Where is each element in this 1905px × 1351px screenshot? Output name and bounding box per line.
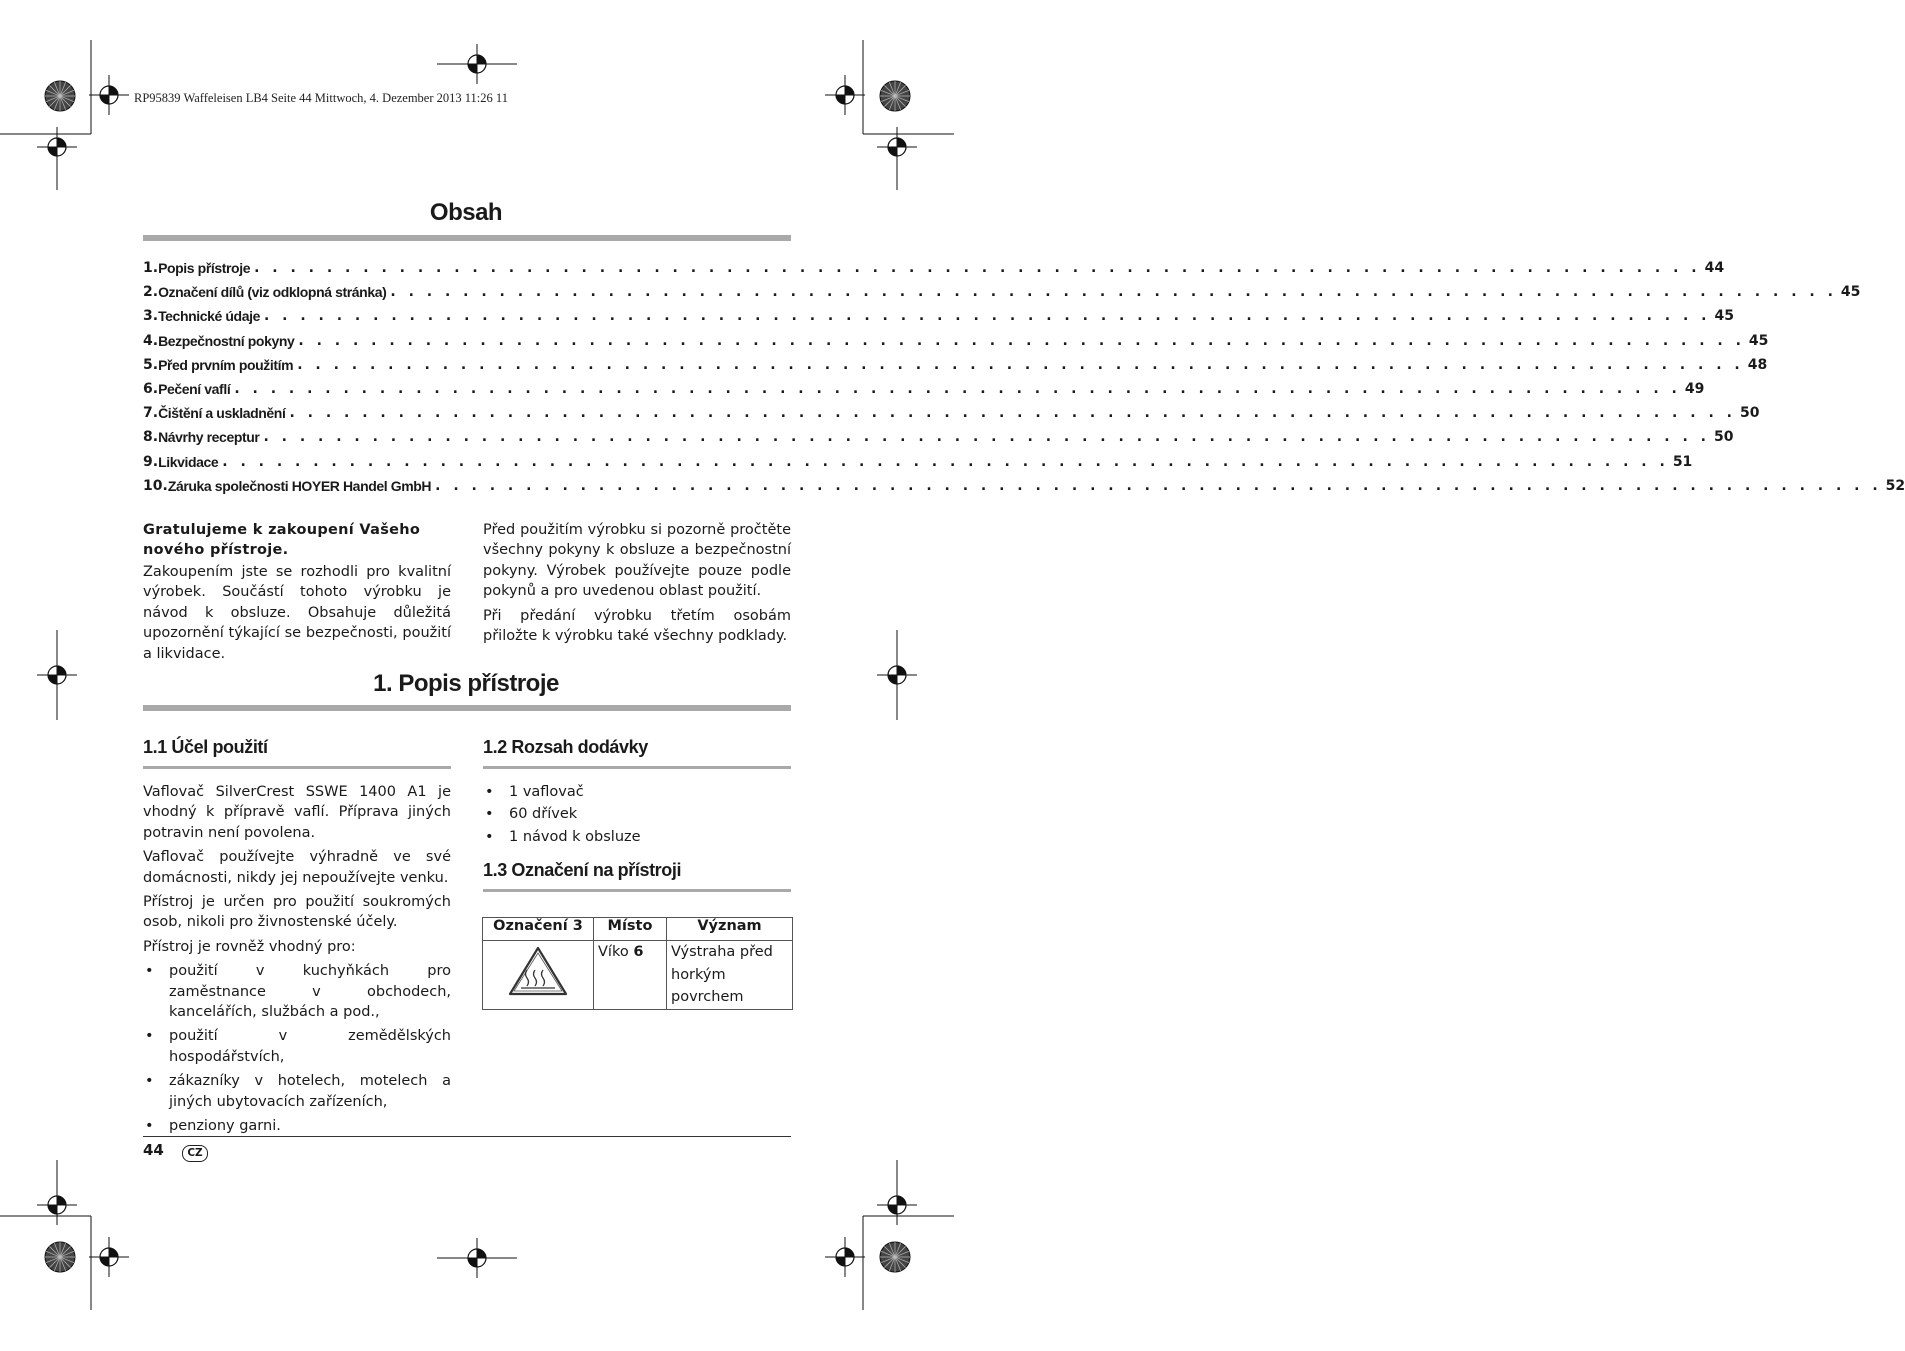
toc-entry-number: 8. <box>143 429 159 446</box>
s11-bullet-list <box>143 961 451 1136</box>
toc-entry-label: Popis přístroje <box>158 260 251 276</box>
list-item: • použití v zemědělských hospodářstvích, <box>143 1026 451 1067</box>
toc-entry-label: Pečení vaflí <box>158 381 231 397</box>
place-part-number: 6 <box>633 944 644 960</box>
toc-entry-number: 7. <box>143 405 159 422</box>
toc-entry-label: Návrhy receptur <box>158 429 260 446</box>
list-item: • použití v kuchyňkách pro zaměstnance v obchodech, kancelářích, službách a pod., <box>143 961 451 1022</box>
s11-paragraph-4: Přístroj je rovněž vhodný pro: <box>143 938 356 955</box>
toc-entry-page: 44 <box>1704 260 1725 276</box>
table-header-row <box>483 918 793 941</box>
toc-entry-number: 5. <box>143 356 159 373</box>
footer-rule <box>143 1136 791 1137</box>
section-1-1-body <box>143 782 451 1141</box>
place-text: Víko <box>598 944 634 960</box>
section-1-2-body <box>483 782 791 849</box>
toc-leader-dots: . . . . . . . . . . . . . . . . . . . . . . . . . . . . . . . . . . . . . . . . . . . . . . . . . . . . . . . . . . . . . . . . . . . . . . . . . . . . . . . . <box>390 284 1837 301</box>
toc-leader-dots: . . . . . . . . . . . . . . . . . . . . . . . . . . . . . . . . . . . . . . . . . . . . . . . . . . . . . . . . . . . . . . . . . . . . . . . . . . . . . . . . <box>222 453 1669 470</box>
toc-entry <box>143 448 1693 470</box>
toc-leader-dots: . . . . . . . . . . . . . . . . . . . . . . . . . . . . . . . . . . . . . . . . . . . . . . . . . . . . . . . . . . . . . . . . . . . . . . . . . . . . . . . . <box>298 332 1745 349</box>
toc-entry-page: 50 <box>1739 405 1760 422</box>
toc-entry-page: 50 <box>1713 429 1734 446</box>
page-number: 44 <box>143 1141 164 1159</box>
toc-entry-number: 1. <box>143 260 159 276</box>
section-1-3-title: 1.3 Označení na přístroji <box>483 860 682 880</box>
toc-entry-number: 9. <box>143 453 159 470</box>
toc-entry-number: 3. <box>143 308 159 325</box>
place-cell <box>594 941 667 1010</box>
list-item: • 60 dřívek <box>483 804 791 824</box>
toc-entry <box>143 399 1760 422</box>
toc-entry-page: 52 <box>1885 477 1905 494</box>
toc-entry <box>143 423 1734 446</box>
toc-leader-dots: . . . . . . . . . . . . . . . . . . . . . . . . . . . . . . . . . . . . . . . . . . . . . . . . . . . . . . . . . . . . . . . . . . . . . . . . . . . . . . . . <box>263 308 1711 325</box>
language-badge: CZ <box>182 1145 208 1162</box>
intro-right-paragraph-2: Při předání výrobku třetím osobám přiložte k výrobku také všechny podklady. <box>483 607 791 645</box>
list-item: • 1 návod k obsluze <box>483 827 791 847</box>
toc-leader-dots: . . . . . . . . . . . . . . . . . . . . . . . . . . . . . . . . . . . . . . . . . . . . . . . . . . . . . . . . . . . . . . . . . . . . . . . . . . . . . . . . <box>289 405 1736 422</box>
section-1-1-rule <box>143 766 451 769</box>
toc-entry <box>143 375 1705 397</box>
meaning-cell: Výstraha před horkým povrchem <box>667 941 793 1010</box>
col-header-symbol: Označení 3 <box>483 918 594 941</box>
intro-left-text <box>143 562 451 668</box>
toc-entry <box>143 472 1905 494</box>
toc-entry-label: Před prvním použitím <box>158 356 294 373</box>
toc-title-rule <box>143 235 791 241</box>
toc-leader-dots: . . . . . . . . . . . . . . . . . . . . . . . . . . . . . . . . . . . . . . . . . . . . . . . . . . . . . . . . . . . . . . . . . . . . . . . . . . . . . . . . <box>234 381 1681 397</box>
toc-entry <box>143 351 1768 373</box>
symbols-table <box>482 917 793 1010</box>
toc-leader-dots: . . . . . . . . . . . . . . . . . . . . . . . . . . . . . . . . . . . . . . . . . . . . . . . . . . . . . . . . . . . . . . . . . . . . . . . . . . . . . . . . <box>297 356 1744 373</box>
section-1-2-title: 1.2 Rozsah dodávky <box>483 737 648 757</box>
list-item: • 1 vaflovač <box>483 782 791 802</box>
print-slug-header: RP95839 Waffeleisen LB4 Seite 44 Mittwoch, 4. Dezember 2013 11:26 11 <box>134 91 508 105</box>
toc-leader-dots: . . . . . . . . . . . . . . . . . . . . . . . . . . . . . . . . . . . . . . . . . . . . . . . . . . . . . . . . . . . . . . . . . . . . . . . . . . . . . . . . <box>263 429 1710 446</box>
toc-entry-number: 10. <box>143 477 168 494</box>
toc-entry-label: Označení dílů (viz odklopná stránka) <box>158 284 387 301</box>
toc-title: Obsah <box>429 199 503 226</box>
table-row <box>483 941 793 1010</box>
intro-heading: Gratulujeme k zakoupení Vašeho nového přístroje. <box>143 522 421 558</box>
section-1-2-rule <box>483 766 791 769</box>
intro-right-text <box>483 520 791 650</box>
list-item: • penziony garni. <box>143 1116 451 1136</box>
s12-bullet-list <box>483 782 791 847</box>
toc-entry-number: 4. <box>143 332 159 349</box>
toc-entry <box>143 302 1734 325</box>
s11-paragraph-1: Vaflovač SilverCrest SSWE 1400 A1 je vhodný k přípravě vaflí. Příprava jiných potravin není povolena. <box>143 784 451 841</box>
toc-entry-label: Technické údaje <box>158 308 260 325</box>
toc-entry-label: Čištění a uskladnění <box>158 405 286 422</box>
toc-entry-label: Bezpečnostní pokyny <box>158 332 295 349</box>
toc-leader-dots: . . . . . . . . . . . . . . . . . . . . . . . . . . . . . . . . . . . . . . . . . . . . . . . . . . . . . . . . . . . . . . . . . . . . . . . . . . . . . . . . <box>435 477 1882 494</box>
toc-entry-page: 48 <box>1747 356 1768 373</box>
toc-entry-label: Záruka společnosti HOYER Handel GmbH <box>167 477 432 494</box>
toc-entry-page: 51 <box>1672 453 1693 470</box>
toc-entry-page: 49 <box>1684 381 1705 397</box>
section-1-title: 1. Popis přístroje <box>373 670 559 697</box>
toc-entry-number: 6. <box>143 381 159 397</box>
toc-entry-page: 45 <box>1714 308 1734 325</box>
hot-surface-warning-icon <box>507 945 569 997</box>
intro-left-paragraph: Zakoupením jste se rozhodli pro kvalitní výrobek. Součástí tohoto výrobku je návod k obsluze. Obsahuje důležitá upozornění týkající se bezpečnosti, použití a likvidace. <box>143 564 451 662</box>
toc-entry <box>143 254 1725 276</box>
symbol-cell <box>483 941 594 1010</box>
col-header-place: Místo <box>594 918 667 941</box>
s11-paragraph-3: Přístroj je určen pro použití soukromých osob, nikoli pro živnostenské účely. <box>143 894 451 931</box>
col-header-meaning: Význam <box>667 918 793 941</box>
list-item: • zákazníky v hotelech, motelech a jiných ubytovacích zařízeních, <box>143 1071 451 1112</box>
toc-entry-label: Likvidace <box>158 453 219 470</box>
toc-entry-page: 45 <box>1748 332 1769 349</box>
s11-paragraph-2: Vaflovač používejte výhradně ve své domácnosti, nikdy jej nepoužívejte venku. <box>143 849 451 886</box>
toc-entry-page: 45 <box>1840 284 1861 301</box>
intro-right-paragraph-1: Před použitím výrobku si pozorně pročtěte všechny pokyny k obsluze a bezpečnostní pokyny. Výrobek používejte pouze podle pokynů a pro uvedenou oblast použití. <box>483 522 791 600</box>
section-1-3-rule <box>483 889 791 892</box>
toc-entry-number: 2. <box>143 284 159 301</box>
toc-entry <box>143 278 1861 301</box>
toc-leader-dots: . . . . . . . . . . . . . . . . . . . . . . . . . . . . . . . . . . . . . . . . . . . . . . . . . . . . . . . . . . . . . . . . . . . . . . . . . . . . . . . . <box>254 260 1701 276</box>
toc-entry <box>143 327 1769 349</box>
section-1-rule <box>143 705 791 711</box>
section-1-1-title: 1.1 Účel použití <box>143 737 268 757</box>
